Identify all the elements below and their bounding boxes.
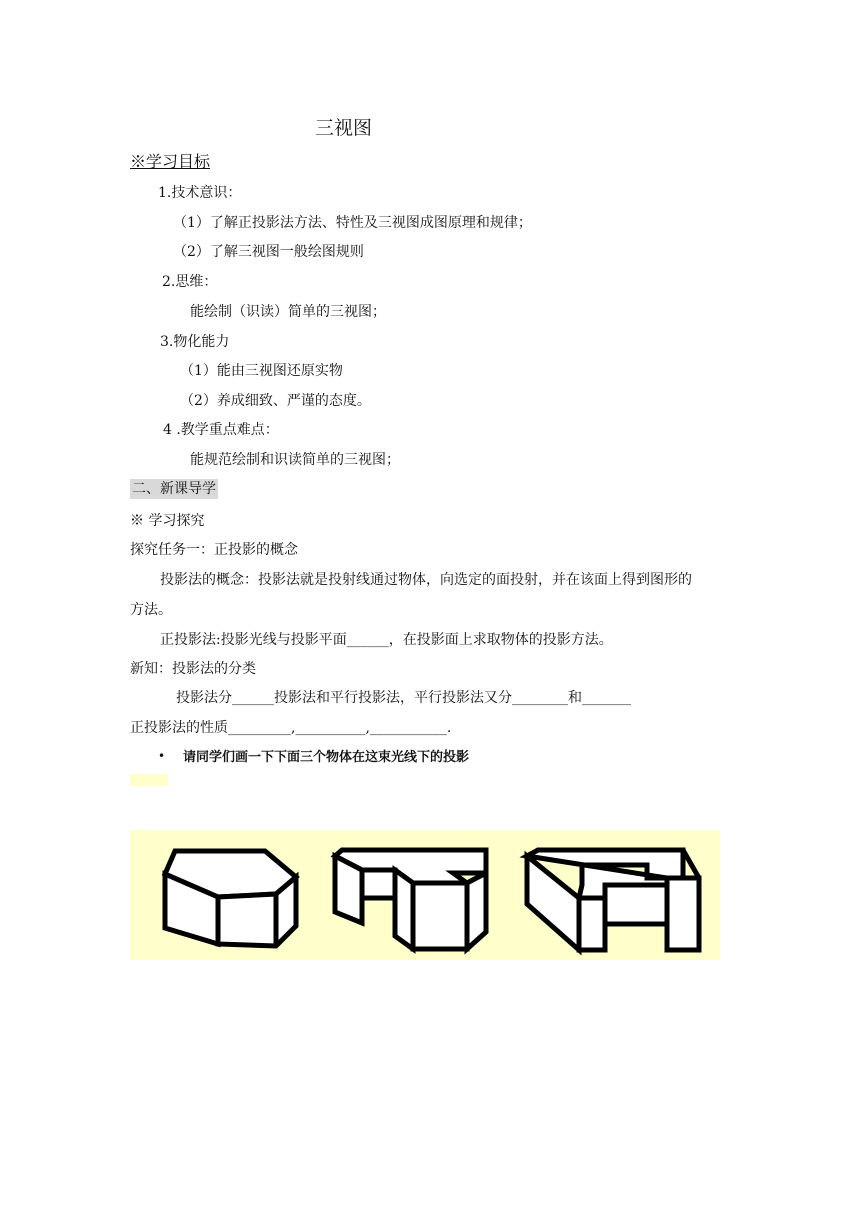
- goal-item-3a: （1）能由三视图还原实物: [180, 363, 343, 379]
- concept-line-2: 方法。: [130, 602, 172, 618]
- goal-item-1: 1.技术意识：: [158, 185, 242, 201]
- goal-item-1a: （1）了解正投影法方法、特性及三视图成图原理和规律；: [173, 215, 532, 231]
- bullet-instruction: 请同学们画一下下面三个物体在这束光线下的投影: [183, 750, 470, 765]
- projection-figure: [130, 774, 720, 960]
- goal-item-1b: （2）了解三视图一般绘图规则: [173, 244, 364, 260]
- goals-heading: ※学习目标: [130, 152, 211, 171]
- section-heading-new-lesson: 二、新课导学: [132, 481, 216, 497]
- bullet-icon: •: [158, 749, 166, 763]
- concept-line-1: 投影法的概念：投影法就是投射线通过物体，向选定的面投射，并在该面上得到图形的: [160, 572, 692, 588]
- goal-item-2a: 能绘制（识读）简单的三视图；: [190, 304, 386, 320]
- task1-heading: 探究任务一：正投影的概念: [130, 542, 298, 558]
- new-knowledge-heading: 新知：投影法的分类: [130, 661, 256, 677]
- classification-blanks: 投影法分______投影法和平行投影法，平行投影法又分________和_______: [176, 690, 631, 706]
- goal-item-4a: 能规范绘制和识读简单的三视图；: [190, 452, 400, 468]
- properties-blanks: 正投影法的性质_________,__________,___________.: [130, 720, 452, 736]
- ortho-definition: 正投影法:投影光线与投影平面______，在投影面上求取物体的投影方法。: [160, 632, 613, 648]
- hexagonal-prism-icon: [165, 851, 296, 946]
- goal-item-4: 4 .教学重点难点：: [163, 422, 279, 438]
- goal-item-2: 2.思维：: [162, 274, 218, 290]
- explore-heading: ※ 学习探究: [130, 513, 205, 529]
- goal-item-3b: （2）养成细致、严谨的态度。: [180, 393, 371, 409]
- page-title: 三视图: [315, 117, 373, 139]
- goal-item-3: 3.物化能力: [160, 334, 230, 350]
